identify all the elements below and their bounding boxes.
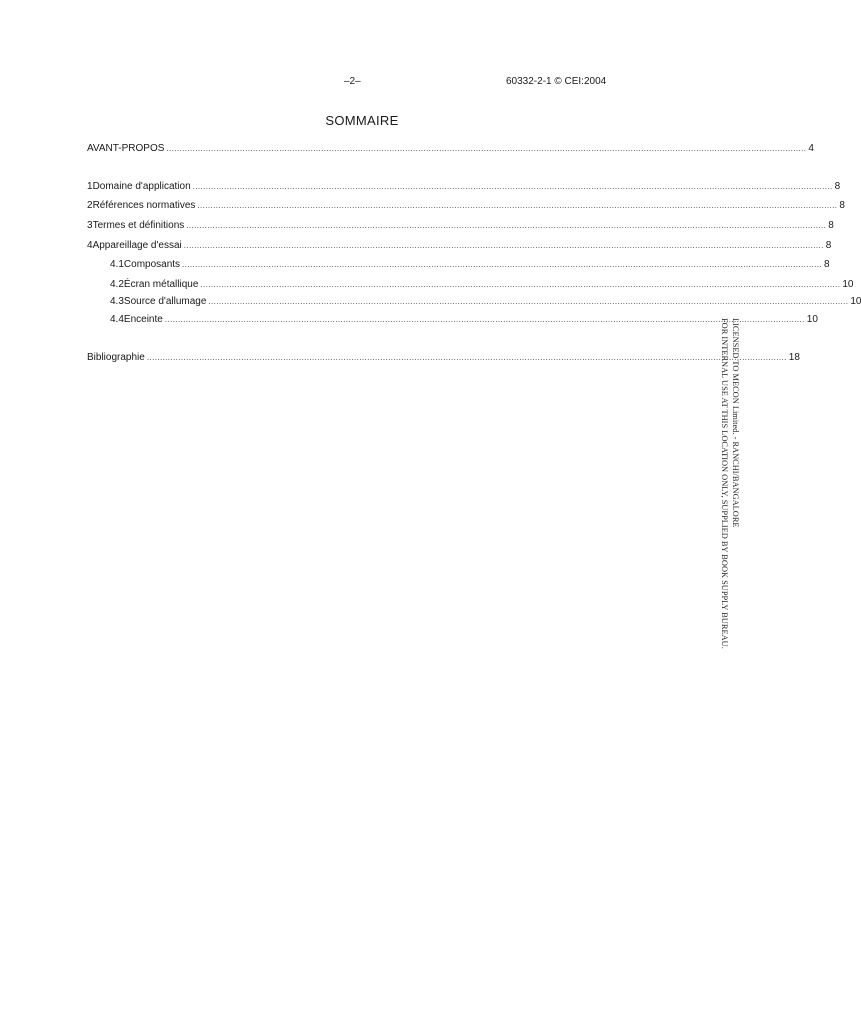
toc-entry-page: 10 [842, 279, 854, 290]
toc-entry-page: 8 [839, 200, 845, 211]
watermark-line-2: FOR INTERNAL USE AT THIS LOCATION ONLY, SUPPLIED BY BOOK SUPPLY BUREAU. [720, 318, 729, 649]
toc-leader-dots [208, 297, 848, 306]
toc-entry-avant-propos[interactable] [87, 143, 814, 157]
toc-entry-number: 4 [87, 240, 93, 251]
document-reference: 60332-2-1 © CEI:2004 [506, 76, 607, 87]
toc-entry-label: Domaine d'application [92, 181, 191, 192]
toc-entry-page: 8 [825, 240, 832, 251]
toc-entry-page: 10 [850, 296, 861, 307]
toc-entry-1[interactable] [87, 181, 841, 195]
toc-entry-label: Termes et définitions [92, 220, 185, 231]
toc-entry-number: 3 [87, 220, 93, 231]
license-watermark [701, 318, 741, 718]
toc-entry-4-3[interactable] [110, 296, 861, 310]
toc-entry-label: Source d'allumage [123, 296, 207, 307]
toc-entry-page: 18 [788, 352, 800, 363]
toc-entry-page: 4 [808, 143, 814, 154]
toc-entry-number: 1 [87, 181, 93, 192]
toc-entry-4-2[interactable] [110, 279, 854, 293]
watermark-line-1: LICENSED TO MECON Limited. - RANCHI/BANGALORE [731, 318, 740, 528]
toc-leader-dots [182, 260, 822, 269]
page-number: –2– [344, 76, 361, 87]
toc-entry-number: 4.1 [110, 259, 124, 270]
toc-entry-page: 8 [823, 259, 830, 270]
toc-entry-bibliographie[interactable] [87, 352, 800, 366]
toc-leader-dots [186, 221, 826, 230]
toc-leader-dots [200, 280, 840, 289]
toc-leader-dots [147, 353, 787, 362]
toc-entry-page: 8 [834, 181, 841, 192]
toc-entry-number: 4.3 [110, 296, 124, 307]
toc-entry-number: 4.4 [110, 314, 124, 325]
toc-leader-dots [197, 201, 837, 210]
toc-entry-4-1[interactable] [110, 259, 830, 273]
toc-entry-label: Bibliographie [87, 352, 145, 363]
toc-entry-label: AVANT-PROPOS [87, 143, 165, 154]
toc-entry-number: 4.2 [110, 279, 124, 290]
toc-title: SOMMAIRE [325, 113, 399, 128]
toc-entry-page: 8 [828, 220, 834, 231]
toc-entry-label: Écran métallique [123, 279, 199, 290]
toc-leader-dots [184, 241, 824, 250]
toc-entry-4[interactable] [87, 240, 832, 254]
toc-entry-number: 2 [87, 200, 93, 211]
toc-entry-label: Enceinte [123, 314, 163, 325]
toc-entry-2[interactable] [87, 200, 845, 214]
toc-entry-label: Composants [123, 259, 181, 270]
toc-entry-label: Références normatives [92, 200, 196, 211]
toc-entry-page: 10 [806, 314, 818, 325]
toc-entry-4-4[interactable] [110, 314, 818, 328]
toc-entry-3[interactable] [87, 220, 834, 234]
toc-entry-label: Appareillage d'essai [92, 240, 182, 251]
toc-leader-dots [166, 144, 806, 153]
toc-leader-dots [193, 182, 833, 191]
